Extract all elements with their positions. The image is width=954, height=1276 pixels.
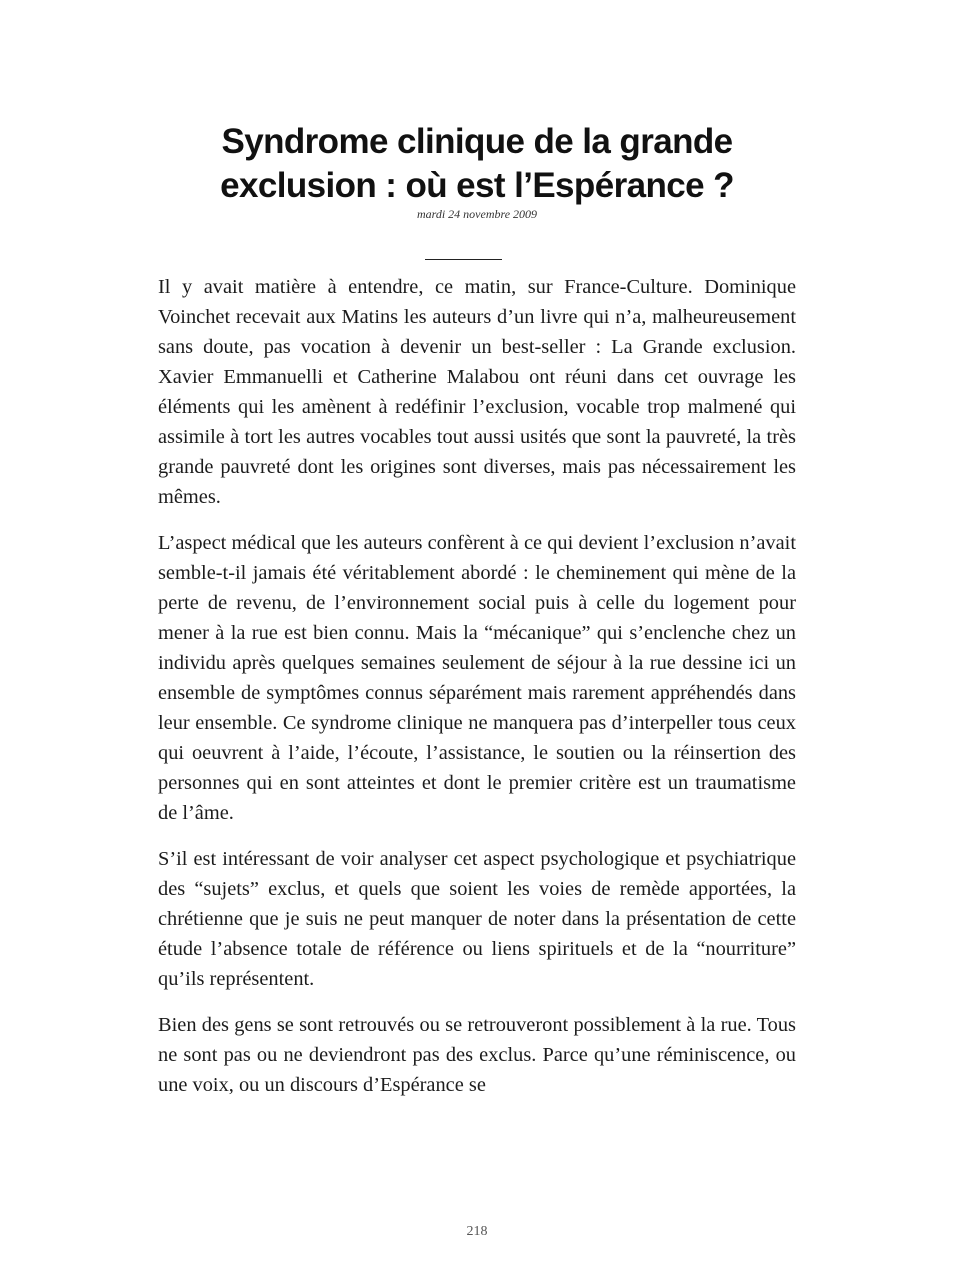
article-title-line-1: Syndrome clinique de la grande [221,122,733,161]
body-paragraph-1: Il y avait matière à entendre, ce matin, sur France-Culture. Dominique Voinchet recevait aux Matins les auteurs d’un livre qui n’a, malheureusement sans doute, pas vocation à devenir un best-seller : La Grande exclusion. Xavier Emmanuelli et Catherine Malabou ont réuni dans cet ouvrage les éléments qui les amènent à redéfinir l’exclusion, vocable trop malmené qui assimile à tort les autres vocables tout aussi usités que sont la pauvreté, la très grande pauvreté dont les origines sont diverses, mais pas nécessairement les mêmes. [158,276,796,508]
body-paragraph-2: L’aspect médical que les auteurs confèrent à ce qui devient l’exclusion n’avait semble-t-il jamais été véritablement abordé : le cheminement qui mène de la perte de revenu, de l’environnement social puis à celle du logement pour mener à la rue est bien connu. Mais la “mécanique” qui s’enclenche chez un individu après quelques semaines seulement de séjour à la rue dessine ici un ensemble de symptômes connus séparément mais rarement appréhendés dans leur ensemble. Ce syndrome clinique ne manquera pas d’interpeller tous ceux qui oeuvrent à l’aide, l’écoute, l’assistance, le soutien ou la réinsertion des personnes qui en sont atteintes et dont le premier critère est un traumatisme de l’âme. [158,532,796,824]
article-date: mardi 24 novembre 2009 [416,207,538,221]
page-number: 218 [466,1224,488,1239]
article-title-line-2: exclusion : où est l’Espérance ? [220,166,734,205]
article-body [158,272,796,1116]
title-separator [425,259,502,260]
body-paragraph-4: Bien des gens se sont retrouvés ou se retrouveront possiblement à la rue. Tous ne sont pas ou ne deviendront pas des exclus. Parce qu’une réminiscence, ou une voix, ou un discours d’Espérance se [158,1014,796,1096]
body-paragraph-3: S’il est intéressant de voir analyser cet aspect psychologique et psychiatrique des “sujets” exclus, et quels que soient les voies de remède apportées, la chrétienne que je suis ne peut manquer de noter dans la présentation de cette étude l’absence totale de référence ou liens spirituels et de la “nourriture” qu’ils représentent. [158,848,796,990]
article-title [150,120,804,208]
